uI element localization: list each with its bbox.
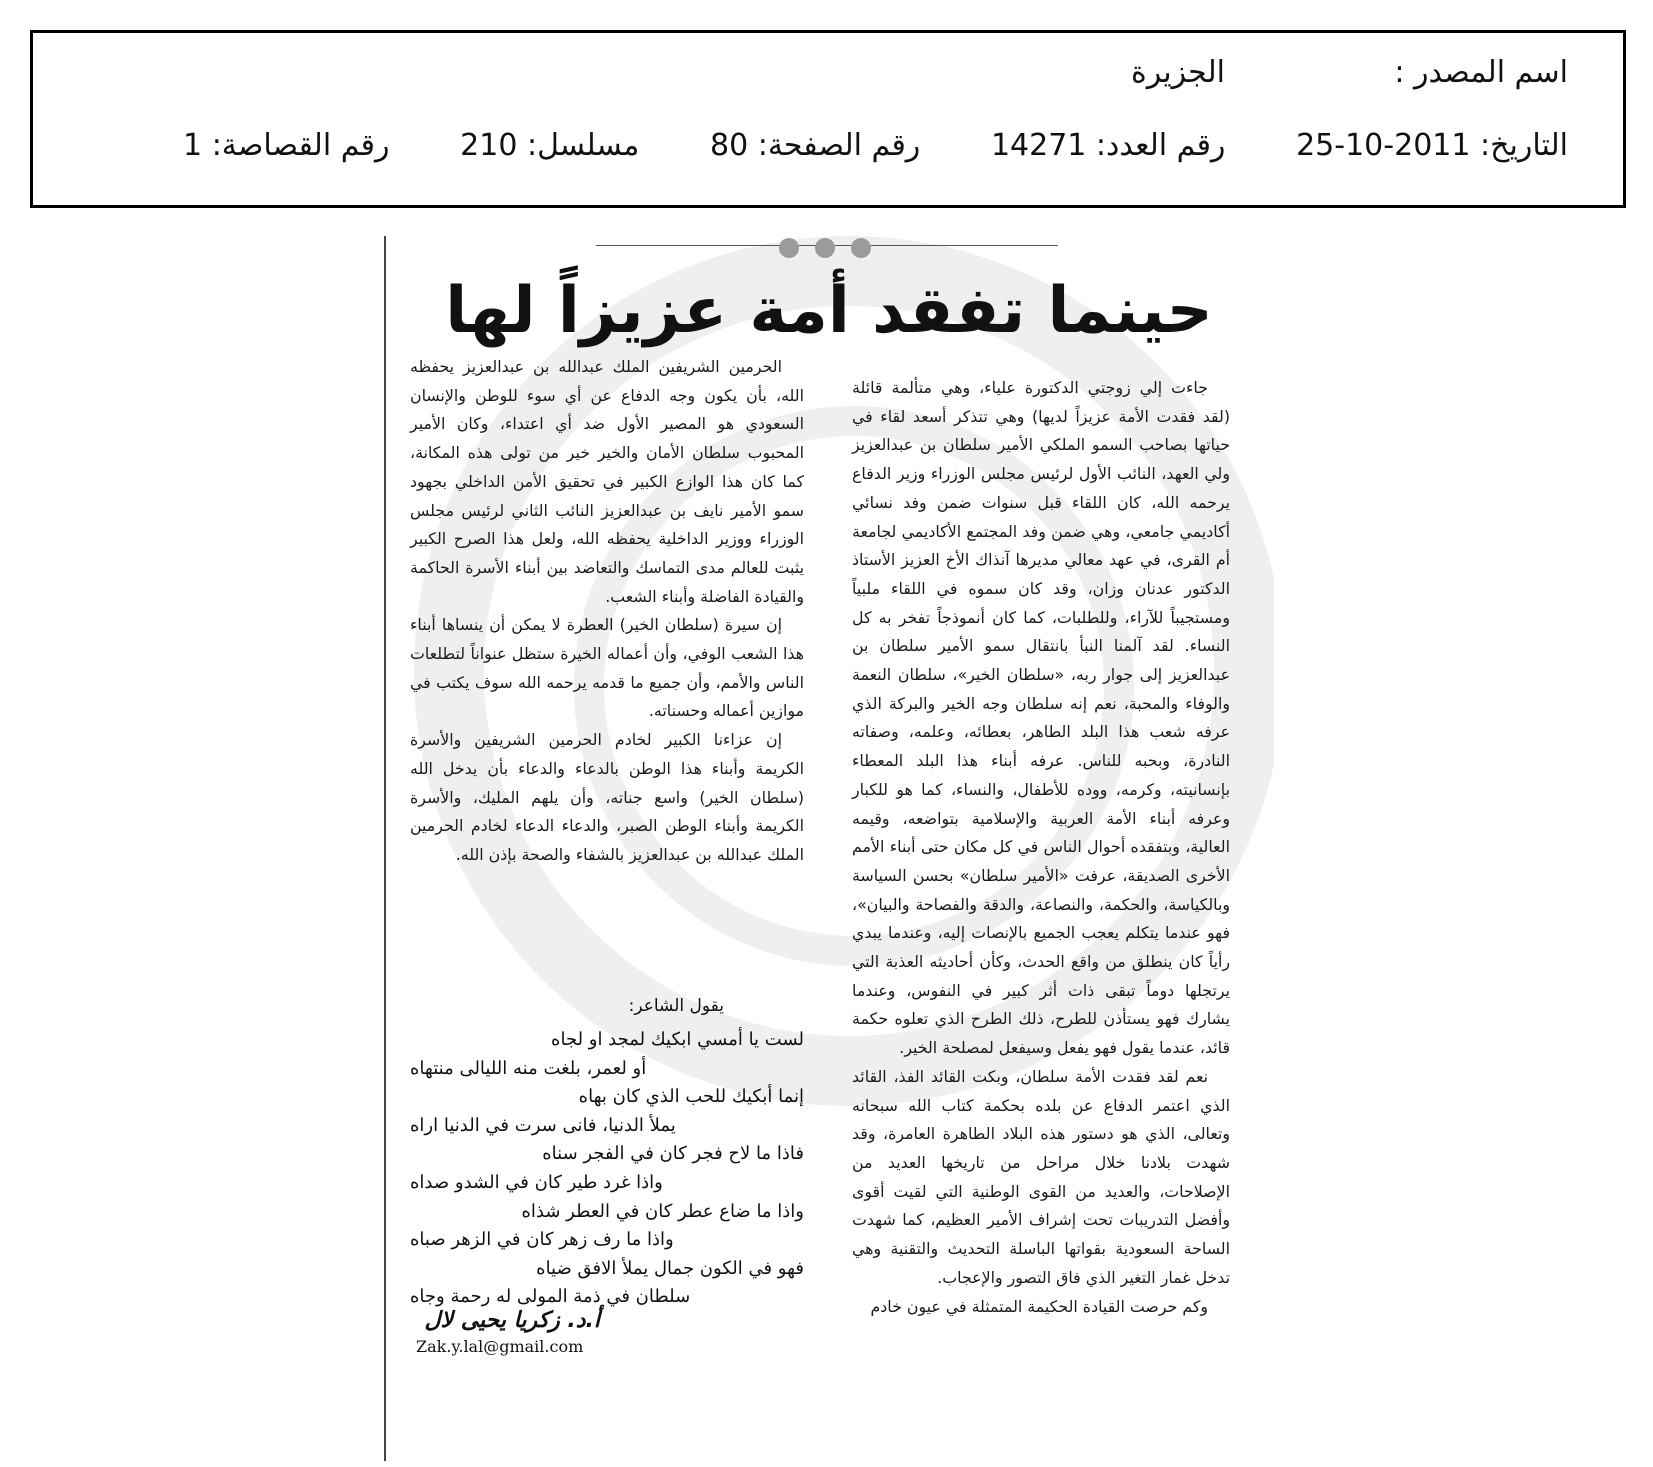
- dot: [815, 238, 835, 258]
- details-row: [183, 128, 1568, 163]
- paragraph: جاءت إلي زوجتي الدكتورة علياء، وهي متألمة قائلة (لقد فقدت الأمة عزيزاً لديها) وهي تتذكر أسعد لقاء في حياتها بصاحب السمو الملكي الأمير سلطان بن عبدالعزيز ولي العهد، النائب الأول لرئيس مجلس الوزراء وزير الدفاع يرحمه الله، كان اللقاء قبل سنوات ضمن وفد نسائي أكاديمي جامعي، وهي ضمن وفد المجتمع الأكاديمي لجامعة أم القرى، في عهد معالي مديرها آنذاك الأخ العزيز الأستاذ الدكتور عدنان وزان، وقد كان سموه في اللقاء ملبياً ومستجيباً للآراء، وللطلبات، كما كان أنموذجاً تفخر به كل النساء. لقد آلمنا النبأ بانتقال سمو الأمير سلطان بن عبدالعزيز إلى جوار ربه، «سلطان الخير»، سلطان النعمة والوفاء والمحبة، نعم إنه سلطان وجه الخير والبركة الذي عرفه شعب هذا البلد الطاهر، بعطائه، وعلمه، وصفاته النادرة، وبحبه للناس. عرفه أبناء هذا البلد المعطاء بإنسانيته، وكرمه، ووده للأطفال، والنساء، كما هو للكبار وعرفه أبناء الأمة العربية والإسلامية بتواضعه، وقيمه العالية، وبتفقده أحوال الناس في كل مكان حتى أبناء الأمم الأخرى الصديقة، عرفت «الأمير سلطان» بحسن السياسة وبالكياسة، والحكمة، والنصاعة، والدقة والفصاحة والبيان»، فهو عندما يتكلم يعجب الجميع بالإنصات إليه، وعندما يبدي رأياً كان ينطلق من واقع الحدث، وكأن أحاديثه العذبة التي يرتجلها دوماً تبقى ذات أثر كبير في النفوس، وعندما يشارك فهو يستأذن للطرح، ذلك الطرح الذي تعلوه حكمة قائد، عندما يقول فهو يفعل وسيفعل لمصلحة الخير.: [852, 378, 1230, 1058]
- serial-field: [460, 128, 639, 163]
- date-field: [1296, 128, 1568, 163]
- clip-field: [183, 128, 389, 163]
- issue-label: رقم العدد:: [1095, 128, 1226, 163]
- date-label: التاريخ:: [1480, 128, 1568, 163]
- article-column-left: [410, 353, 804, 870]
- paragraph: نعم لقد فقدت الأمة سلطان، وبكت القائد الفذ، القائد الذي اعتمر الدفاع عن بلده بحكمة كتاب الله سبحانه وتعالى، الذي هو دستور هذه البلاد الطاهرة العامرة، وقد شهدت بلادنا خلال مراحل من تاريخها العديد من الإصلاحات، والعديد من القوى الوطنية التي لقيت أقوى وأفضل التدريبات تحت إشراف الأمير العظيم، كما شهدت الساحة السعودية بقواتها الباسلة التحديث والتقنية وهي تدخل غمار التغير الذي فاق التصور والإعجاب.: [852, 1066, 1230, 1287]
- source-info-box: [30, 30, 1626, 208]
- poem-line: فاذا ما لاح فجر كان في الفجر سناه: [542, 1143, 804, 1165]
- poem-line: واذا ما رف زهر كان في الزهر صباه: [410, 1229, 674, 1251]
- newspaper-clipping: [384, 236, 1274, 1461]
- paragraph: الحرمين الشريفين الملك عبدالله بن عبدالعزيز يحفظه الله، بأن يكون وجه الدفاع عن أي سوء للوطن والإنسان السعودي هو المصير الأول ضد أي اعتداء، وكان الأمير المحبوب سلطان الأمان والخير خير من تولى هذه المكانة، كما كان هذا الوازع الكبير في تحقيق الأمن الداخلي بجهود سمو الأمير نايف بن عبدالعزيز النائب الثاني لرئيس مجلس الوزراء ووزير الداخلية يحفظه الله، ولعل هذا الصرح الكبير يثبت للعالم مدى التماسك والتعاضد بين أبناء الأسرة الحاكمة والقيادة الفاضلة وأبناء الشعب.: [410, 357, 804, 606]
- issue-field: [991, 128, 1225, 163]
- clip-value: 1: [183, 128, 203, 163]
- poem-line: واذا ما ضاع عطر كان في العطر شذاه: [521, 1200, 804, 1222]
- serial-value: 210: [460, 128, 518, 163]
- page-field: [710, 128, 920, 163]
- column-rule: [384, 236, 386, 1461]
- poem: [410, 1026, 804, 1312]
- article-column-right: [852, 374, 1230, 1459]
- poem-line: لست يا أمسي ابكيك لمجد او لجاه: [551, 1029, 804, 1050]
- page-label: رقم الصفحة:: [757, 128, 921, 163]
- decorative-dots: [779, 236, 879, 256]
- clip-label: رقم القصاصة:: [211, 128, 390, 163]
- paragraph: إن سيرة (سلطان الخير) العطرة لا يمكن أن ينساها أبناء هذا الشعب الوفي، وأن أعماله الخيرة ستظل عنواناً لتطلعات الناس والأمم، وأن جميع ما قدمه يرحمه الله سوف يكتب في موازين أعماله وحسناته.: [410, 615, 804, 721]
- date-value: 2011-10-25: [1296, 128, 1471, 163]
- author-name: أ.د. زكريا يحيى لال: [424, 1308, 600, 1333]
- poem-line: فهو في الكون جمال يملأ الافق ضياه: [536, 1257, 804, 1279]
- poem-line: أو لعمر، بلغت منه الليالى منتهاه: [410, 1057, 647, 1079]
- poem-intro: يقول الشاعر:: [628, 996, 724, 1016]
- article-headline: حينما تفقد أمة عزيزاً لها: [445, 274, 1213, 348]
- dot: [851, 238, 871, 258]
- paragraph: إن عزاءنا الكبير لخادم الحرمين الشريفين والأسرة الكريمة وأبناء هذا الوطن بالدعاء والدعاء بأن يدخل الله (سلطان الخير) واسع جناته، وأن يلهم المليك، والأسرة الكريمة وأبناء الوطن الصبر، والدعاء الدعاء لخادم الحرمين الملك عبدالله بن عبدالعزيز بالشفاء والصحة بإذن الله.: [410, 730, 804, 864]
- issue-value: 14271: [990, 128, 1087, 163]
- poem-line: يملأ الدنيا، فانى سرت في الدنيا اراه: [410, 1114, 676, 1136]
- poem-line: سلطان في ذمة المولى له رحمة وجاه: [410, 1286, 691, 1308]
- paragraph: وكم حرصت القيادة الحكيمة المتمثلة في عيون خادم: [870, 1296, 1208, 1316]
- author-email: Zak.y.lal@gmail.com: [416, 1337, 584, 1356]
- serial-label: مسلسل:: [526, 128, 640, 163]
- page-value: 80: [709, 128, 749, 163]
- source-value: الجزيرة: [1130, 55, 1225, 90]
- dot: [779, 238, 799, 258]
- poem-line: إنما أبكيك للحب الذي كان بهاه: [578, 1086, 804, 1108]
- poem-line: واذا غرد طير كان في الشدو صداه: [410, 1171, 663, 1193]
- source-label: اسم المصدر :: [1394, 55, 1568, 90]
